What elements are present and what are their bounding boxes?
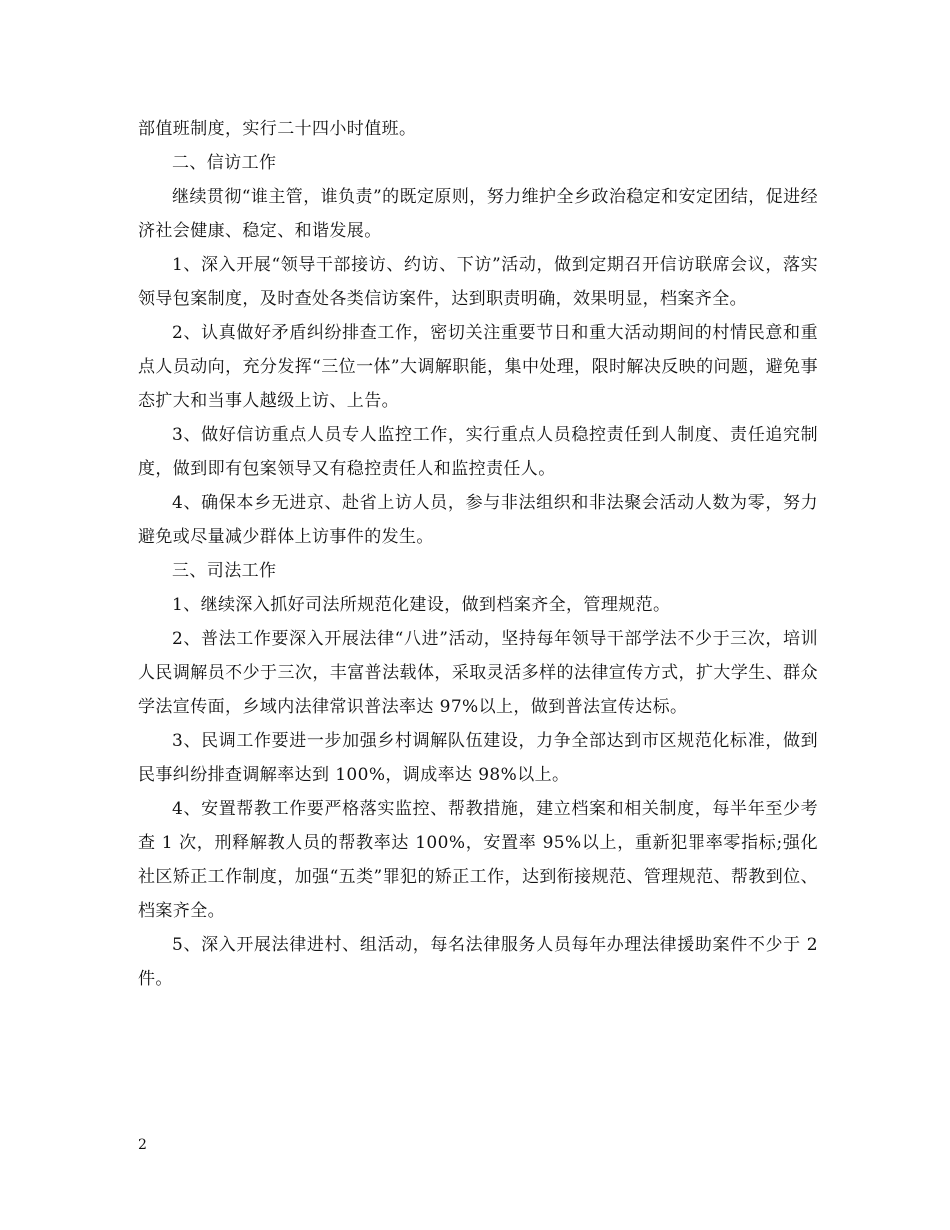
paragraph-judicial-item-1: 1、继续深入抓好司法所规范化建设，做到档案齐全，管理规范。 — [172, 595, 671, 615]
paragraph-judicial-item-3: 3、民调工作要进一步加强乡村调解队伍建设，力争全部达到市区规范化标准，做到民事纠纷排查调解率达到 100%，调成率达 98%以上。 — [138, 731, 818, 785]
paragraph-petition-principle: 继续贯彻“谁主管，谁负责”的既定原则，努力维护全乡政治稳定和安定团结，促进经济社会健康、稳定、和谐发展。 — [138, 187, 818, 241]
paragraph-petition-item-4: 4、确保本乡无进京、赴省上访人员，参与非法组织和非法聚会活动人数为零，努力避免或尽量减少群体上访事件的发生。 — [138, 493, 818, 547]
section-heading-petition-work: 二、信访工作 — [172, 153, 277, 173]
paragraph-petition-item-1: 1、深入开展“领导干部接访、约访、下访”活动，做到定期召开信访联席会议，落实领导包案制度，及时查处各类信访案件，达到职责明确，效果明显，档案齐全。 — [138, 255, 818, 309]
paragraph-judicial-item-5: 5、深入开展法律进村、组活动，每名法律服务人员每年办理法律援助案件不少于 2 件。 — [138, 935, 818, 989]
page-number: 2 — [138, 1137, 147, 1153]
paragraph-judicial-item-2: 2、普法工作要深入开展法律“八进”活动，坚持每年领导干部学法不少于三次，培训人民调解员不少于三次，丰富普法载体，采取灵活多样的法律宣传方式，扩大学生、群众学法宣传面，乡域内法律常识普法率达 97%以上，做到普法宣传达标。 — [138, 629, 818, 717]
section-heading-judicial-work: 三、司法工作 — [172, 561, 277, 581]
paragraph-petition-item-3: 3、做好信访重点人员专人监控工作，实行重点人员稳控责任到人制度、责任追究制度，做到即有包案领导又有稳控责任人和监控责任人。 — [138, 425, 818, 479]
paragraph-petition-item-2: 2、认真做好矛盾纠纷排查工作，密切关注重要节日和重大活动期间的村情民意和重点人员动向，充分发挥“三位一体”大调解职能，集中处理，限时解决反映的问题，避免事态扩大和当事人越级上访、上告。 — [138, 323, 818, 411]
paragraph-judicial-item-4: 4、安置帮教工作要严格落实监控、帮教措施，建立档案和相关制度，每半年至少考查 1 次，刑释解教人员的帮教率达 100%，安置率 95%以上，重新犯罪率零指标;强化社区矫正工作制度，加强“五类”罪犯的矫正工作，达到衔接规范、管理规范、帮教到位、档案齐全。 — [138, 799, 818, 921]
paragraph-continuation: 部值班制度，实行二十四小时值班。 — [138, 119, 417, 139]
document-body — [138, 112, 818, 996]
